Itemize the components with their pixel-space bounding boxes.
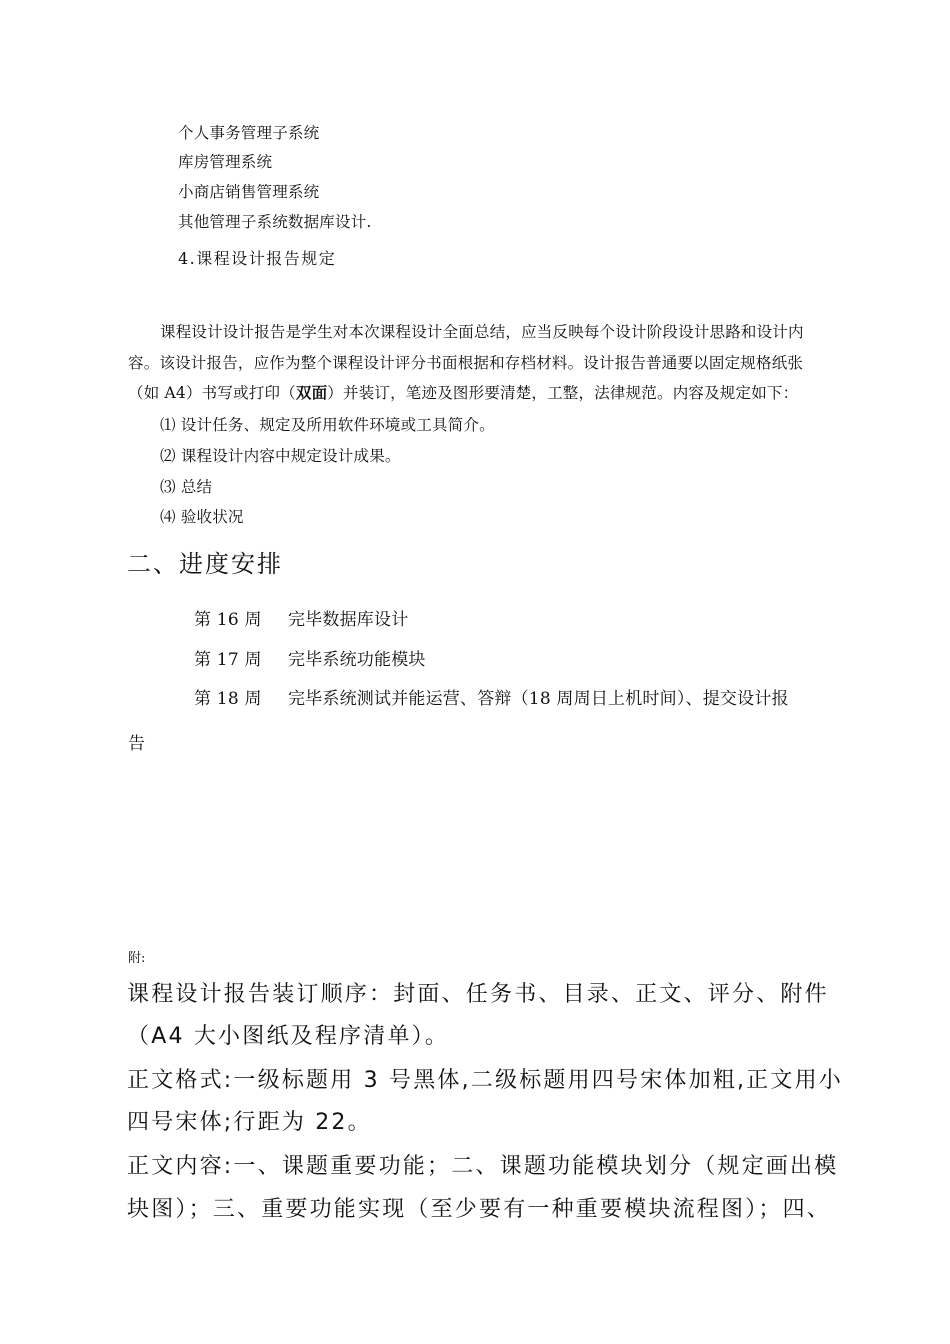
schedule-row — [194, 689, 789, 709]
schedule-task: 完毕系统功能模块 — [288, 650, 426, 670]
paragraph-line: 课程设计设计报告是学生对本次课程设计全面总结，应当反映每个设计阶段设计思路和设计内 — [160, 323, 804, 341]
requirement-item: ⑶ 总结 — [160, 478, 213, 496]
section-heading-schedule: 二、进度安排 — [127, 550, 283, 578]
section-heading-report: 4.课程设计报告规定 — [178, 249, 337, 268]
schedule-week: 第 18 周 — [194, 689, 262, 709]
appendix-line: （A4 大小图纸及程序清单）。 — [127, 1024, 450, 1049]
appendix-line: 四号宋体;行距为 22。 — [127, 1110, 372, 1135]
paragraph-line: 容。该设计报告，应作为整个课程设计评分书面根据和存档材料。设计报告普通要以固定规格纸张 — [128, 354, 804, 372]
appendix-label: 附: — [128, 951, 146, 966]
paragraph-line-part: ）并装订，笔迹及图形要清楚，工整，法律规范。内容及规定如下： — [327, 384, 799, 402]
subsystem-item: 其他管理子系统数据库设计. — [178, 213, 372, 231]
schedule-row — [194, 610, 408, 630]
subsystem-item: 个人事务管理子系统 — [178, 124, 320, 142]
bold-emphasis: 双面 — [295, 384, 328, 402]
appendix-line: 正文格式:一级标题用 3 号黑体,二级标题用四号宋体加粗,正文用小 — [127, 1068, 843, 1093]
schedule-task: 完毕系统测试并能运营、答辩（18 周周日上机时间）、提交设计报 — [288, 689, 789, 709]
schedule-row — [194, 650, 426, 670]
appendix-line: 块图）；三、重要功能实现（至少要有一种重要模块流程图）；四、 — [127, 1197, 832, 1222]
requirement-item: ⑷ 验收状况 — [160, 508, 244, 526]
paragraph-line — [128, 384, 798, 403]
requirement-item: ⑵ 课程设计内容中规定设计成果。 — [160, 447, 401, 465]
schedule-week: 第 16 周 — [194, 610, 262, 630]
appendix-line: 正文内容:一、课题重要功能；二、课题功能模块划分（规定画出模 — [127, 1154, 839, 1179]
subsystem-item: 小商店销售管理系统 — [178, 183, 320, 201]
schedule-task: 完毕数据库设计 — [288, 610, 409, 630]
appendix-line: 课程设计报告装订顺序：封面、任务书、目录、正文、评分、附件 — [127, 982, 829, 1007]
schedule-wrap: 告 — [128, 734, 146, 754]
paragraph-line-part: （如 A4）书写或打印（ — [128, 384, 296, 402]
requirement-item: ⑴ 设计任务、规定及所用软件环境或工具简介。 — [160, 416, 495, 434]
schedule-week: 第 17 周 — [194, 650, 262, 670]
subsystem-item: 库房管理系统 — [178, 153, 273, 171]
